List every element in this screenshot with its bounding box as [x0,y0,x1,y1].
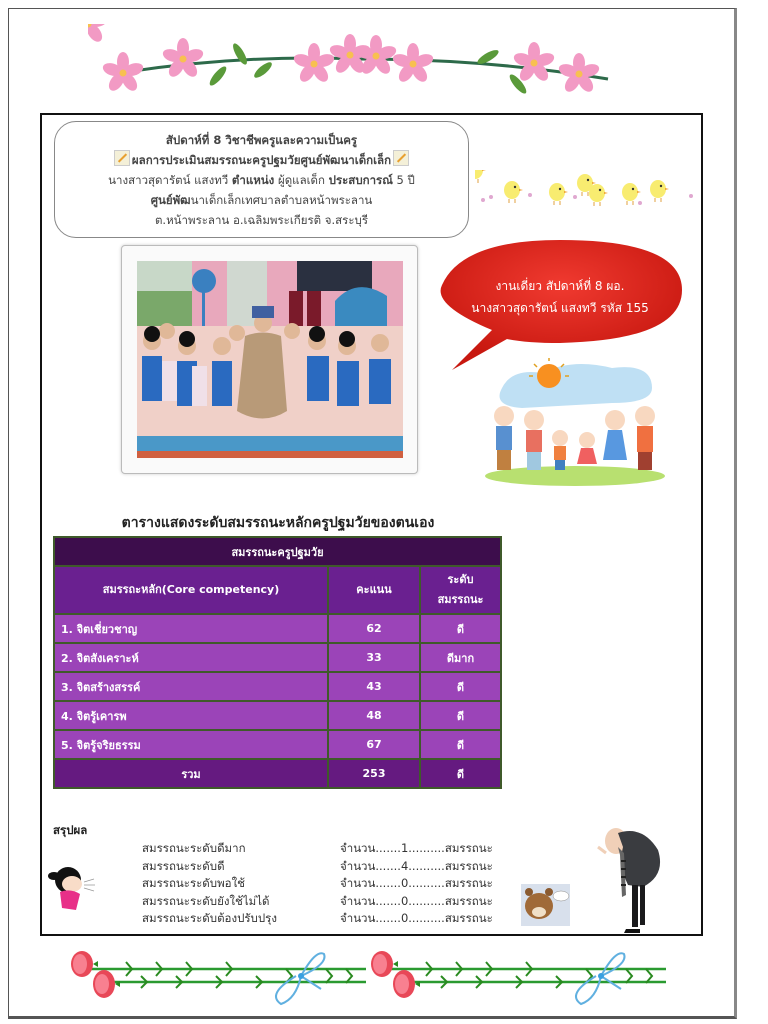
competency-score: 67 [328,730,420,759]
header-assessment-text: ผลการประเมินสมรรถนะครูปฐมวัยศูนย์พัฒนาเด็กเล็ก [131,153,392,167]
column-header-level-text: ระดับ สมรรถนะ [437,573,484,606]
header-assessment-title [55,150,468,170]
competency-score: 62 [328,614,420,643]
experience-value: 5 ปี [396,173,415,187]
pencil-icon [114,150,130,166]
table-row [54,672,501,701]
summary-item-label: สมรรถนะระดับยังใช้ไม่ได้ [142,893,270,908]
header-address: ต.หน้าพระลาน อ.เฉลิมพระเกียรติ จ.สระบุรี [154,213,369,227]
table-section-header: สมรรถนะครูปฐมวัย [54,537,501,566]
summary-item-count: จำนวน.......0..........สมรรถนะ [340,911,493,925]
table-row [54,643,501,672]
competency-level: ดี [420,672,501,701]
chicks-decoration [475,170,700,210]
competency-score: 33 [328,643,420,672]
total-label: รวม [54,759,328,788]
bear-sticker [521,884,570,926]
summary-item-count: จำนวน.......4..........สมรรถนะ [340,858,493,873]
carnation-icon [93,970,120,998]
flower-icon [88,24,110,45]
total-score: 253 [328,759,420,788]
summary-item-count: จำนวน.......0..........สมรรถนะ [340,876,493,890]
column-header-score: คะแนน [328,566,420,614]
header-person-line [55,170,468,190]
summary-item-label: สมรรถนะระดับต้องปรับปรุง [142,911,277,925]
experience-label: ประสบการณ์ [328,173,393,187]
column-header-level [420,566,501,614]
competency-level: ดี [420,614,501,643]
cartoon-girl-illustration [46,862,98,918]
competency-level: ดีมาก [420,643,501,672]
carnation-garland-segment [71,951,366,1004]
pencil-icon [393,150,409,166]
position-label: ตำแหน่ง [231,173,275,187]
competency-name: 4. จิตรู้เคารพ [54,701,328,730]
column-header-competency: สมรรถะหลัก(Core competency) [54,566,328,614]
competency-name: 2. จิตสังเคราะห์ [54,643,328,672]
summary-title: สรุปผล [53,823,88,837]
center-name-bold: ศูนย์พัฒ [150,193,191,207]
position-value: ผู้ดูแลเด็ก [277,173,325,187]
chick-icon [475,170,486,183]
competency-level: ดี [420,701,501,730]
header-center-line [55,190,468,210]
header-info-box [54,121,469,238]
competency-table [53,536,502,789]
carnation-icon [71,951,98,977]
center-name-rest: นาเด็กเล็กเทศบาลตำบลหน้าพระลาน [190,193,373,207]
family-illustration [482,358,668,488]
carnation-garland-bottom [66,944,676,1006]
flower-garland-top [88,24,638,96]
header-week-title: สัปดาห์ที่ 8 วิชาชีพครูและความเป็นครู [165,133,358,147]
teacher-name: นางสาวสุดารัตน์ แสงทวี [108,173,229,187]
summary-counts [340,840,493,928]
bubble-line-2: นางสาวสุดารัตน์ แสงทวี รหัส 155 [471,301,649,315]
competency-score: 43 [328,672,420,701]
summary-item-label: สมรรถนะระดับดีมาก [142,841,246,855]
competency-name: 3. จิตสร้างสรรค์ [54,672,328,701]
speech-bubble-text [445,275,675,319]
table-section-header-row [54,537,501,566]
class-photo-frame [121,245,418,474]
table-header-row [54,566,501,614]
class-photo [137,261,403,458]
bubble-line-1: งานเดี่ยว สัปดาห์ที่ 8 ผอ. [495,279,625,293]
summary-labels [142,840,277,928]
table-row [54,701,501,730]
table-row [54,614,501,643]
summary-item-label: สมรรถนะระดับดี [142,858,225,873]
table-row [54,730,501,759]
total-level: ดี [420,759,501,788]
summary-item-count: จำนวน.......1..........สมรรถนะ [340,841,493,855]
gru-character-illustration [588,825,668,935]
summary-item-label: สมรรถนะระดับพอใช้ [142,876,245,890]
competency-name: 1. จิตเชี่ยวชาญ [54,614,328,643]
competency-level: ดี [420,730,501,759]
summary-item-count: จำนวน.......0..........สมรรถนะ [340,893,493,908]
competency-score: 48 [328,701,420,730]
table-title: ตารางแสดงระดับสมรรถนะหลักครูปฐมวัยของตนเอง [121,515,435,531]
family-members [494,406,655,470]
table-total-row [54,759,501,788]
competency-name: 5. จิตรู้จริยธรรม [54,730,328,759]
